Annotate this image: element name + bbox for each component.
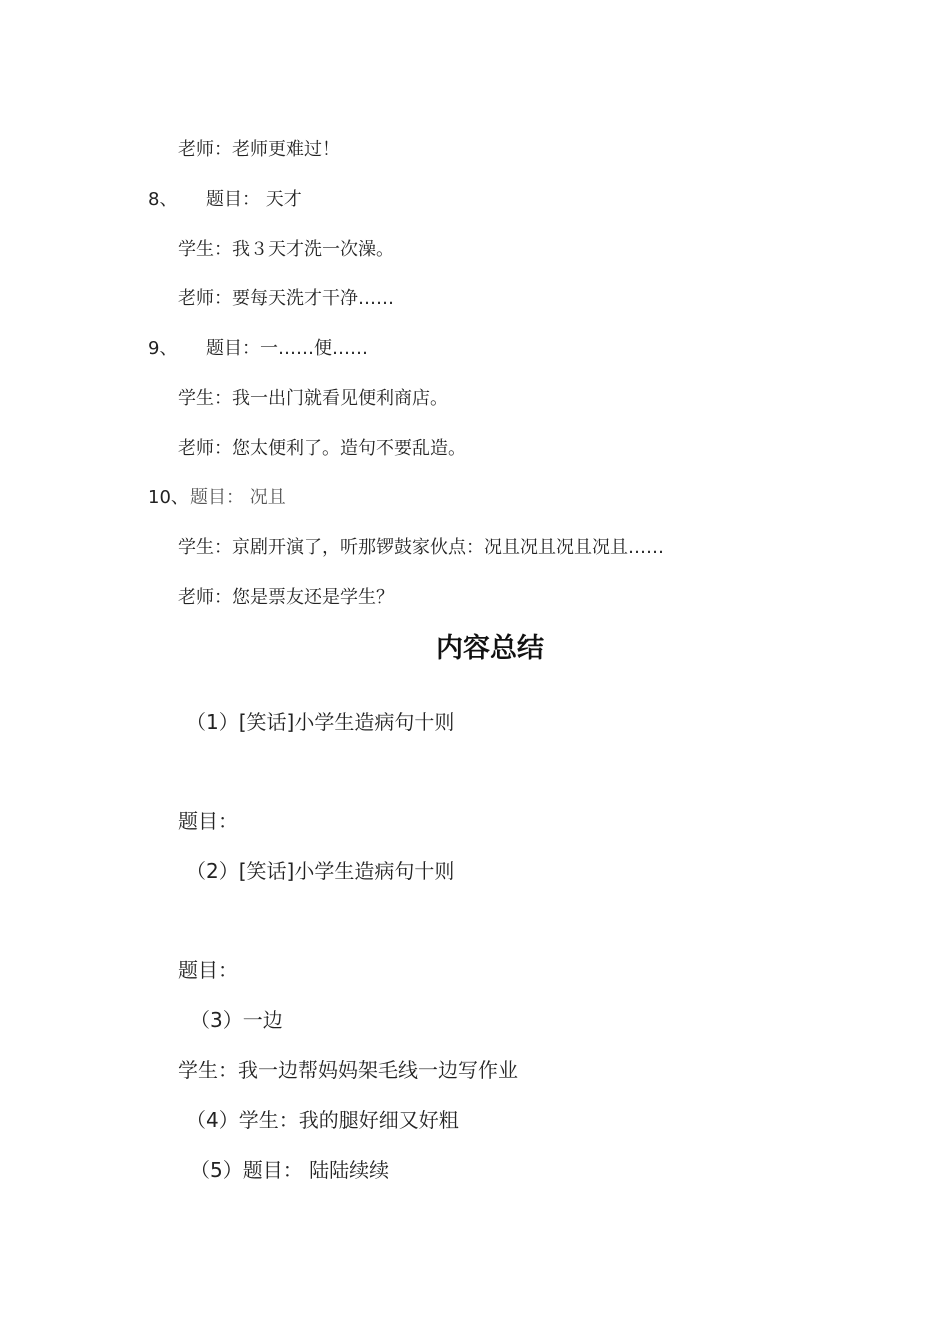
joke-8-number: 8、 [148,189,178,210]
summary-item-2: 题目： [178,809,238,833]
summary-item-7: （4）学生：我的腿好细又好粗 [186,1108,459,1132]
summary-item-4: 题目： [178,958,238,982]
joke-8-student: 学生：我３天才洗一次澡。 [178,239,394,260]
joke-10-teacher: 老师：您是票友还是学生？ [178,587,394,608]
summary-item-5: （3）一边 [190,1008,283,1032]
summary-item-1: （1）[笑话]小学生造病句十则 [186,710,455,734]
teacher-line-7: 老师：老师更难过！ [178,139,340,160]
joke-9-topic: 题目：一……便…… [206,338,368,359]
joke-9-number: 9、 [148,338,178,359]
summary-item-8: （5）题目： 陆陆续续 [190,1158,390,1182]
joke-10-topic: 题目： 况且 [190,487,286,508]
joke-9-student: 学生：我一出门就看见便利商店。 [178,388,448,409]
joke-8-teacher: 老师：要每天洗才干净…… [178,288,394,309]
joke-10-student: 学生：京剧开演了，听那锣鼓家伙点：况且况且况且况且…… [178,537,664,558]
summary-item-6: 学生：我一边帮妈妈架毛线一边写作业 [178,1058,518,1082]
joke-8-topic: 题目： 天才 [206,189,302,210]
joke-10-number: 10、 [148,487,189,508]
summary-item-3: （2）[笑话]小学生造病句十则 [186,859,455,883]
joke-9-teacher: 老师：您太便利了。造句不要乱造。 [178,438,466,459]
summary-title: 内容总结 [436,633,544,664]
